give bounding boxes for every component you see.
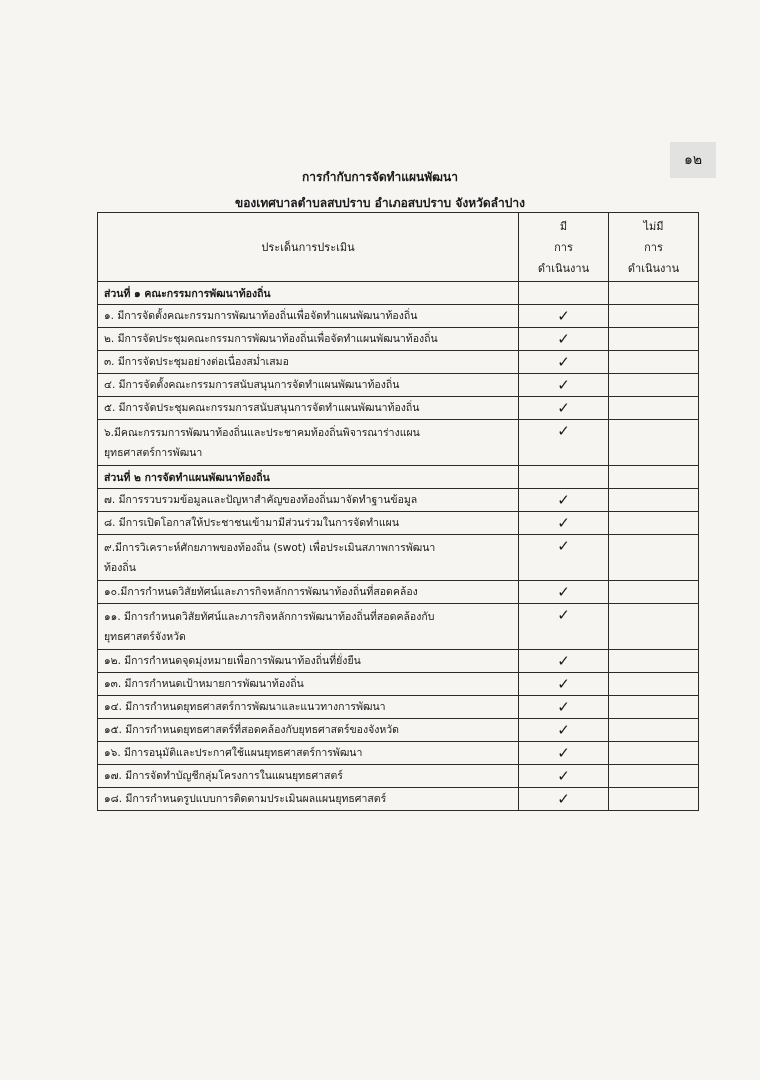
- checkmark-icon: ✓: [557, 790, 570, 808]
- checkmark-icon: ✓: [557, 514, 570, 532]
- evaluation-item-text: ๑. มีการจัดตั้งคณะกรรมการพัฒนาท้องถิ่นเพื่อจัดทำแผนพัฒนาท้องถิ่น: [104, 310, 418, 322]
- evaluation-item-text-cont: ยุทธศาสตร์การพัฒนา: [104, 446, 203, 459]
- evaluation-item: [98, 328, 519, 351]
- not-done-cell: [609, 328, 699, 351]
- table-row: [98, 719, 699, 742]
- table-row: [98, 489, 699, 512]
- evaluation-item: [98, 673, 519, 696]
- done-cell: [519, 581, 609, 604]
- section-title: ส่วนที่ ๒ การจัดทำแผนพัฒนาท้องถิ่น: [98, 466, 519, 489]
- done-cell: [519, 719, 609, 742]
- not-done-cell: [609, 673, 699, 696]
- table-row: [98, 328, 699, 351]
- done-cell: [519, 512, 609, 535]
- evaluation-item: [98, 604, 519, 650]
- evaluation-table: [97, 212, 699, 811]
- checkmark-icon: ✓: [557, 353, 570, 371]
- checkmark-icon: ✓: [557, 376, 570, 394]
- evaluation-item-text: ๑๘. มีการกำหนดรูปแบบการติดตามประเมินผลแผนยุทธศาสตร์: [104, 793, 387, 805]
- not-done-cell: [609, 512, 699, 535]
- checkmark-icon: ✓: [557, 422, 570, 440]
- not-done-cell: [609, 742, 699, 765]
- not-done-cell: [609, 719, 699, 742]
- checkmark-icon: ✓: [557, 675, 570, 693]
- header-done-line1: มี: [559, 219, 568, 233]
- table-row: [98, 650, 699, 673]
- evaluation-item: [98, 650, 519, 673]
- done-cell: [519, 397, 609, 420]
- done-cell: [519, 765, 609, 788]
- done-cell: [519, 351, 609, 374]
- header-done-line3: ดำเนินงาน: [537, 261, 590, 275]
- not-done-cell: [609, 696, 699, 719]
- header-not-done-line2: การ: [644, 240, 663, 254]
- checkmark-icon: ✓: [557, 652, 570, 670]
- document-subtitle: ของเทศบาลตำบลสบปราบ อำเภอสบปราบ จังหวัดลำปาง: [235, 196, 525, 210]
- evaluation-item-text-cont: ท้องถิ่น: [104, 561, 136, 574]
- not-done-cell: [609, 650, 699, 673]
- table-row: [98, 351, 699, 374]
- evaluation-item: [98, 512, 519, 535]
- not-done-cell: [609, 581, 699, 604]
- checkmark-icon: ✓: [557, 744, 570, 762]
- header-not-done-line3: ดำเนินงาน: [627, 261, 680, 275]
- evaluation-item-text-cont: ยุทธศาสตร์จังหวัด: [104, 630, 186, 643]
- evaluation-item: [98, 305, 519, 328]
- not-done-cell: [609, 765, 699, 788]
- checkmark-icon: ✓: [557, 537, 570, 555]
- not-done-cell: [609, 788, 699, 811]
- done-cell: [519, 788, 609, 811]
- evaluation-item: [98, 581, 519, 604]
- done-cell: [519, 489, 609, 512]
- evaluation-item-text: ๗. มีการรวบรวมข้อมูลและปัญหาสำคัญของท้องถิ่นมาจัดทำฐานข้อมูล: [104, 494, 418, 506]
- evaluation-item-text: ๑๒. มีการกำหนดจุดมุ่งหมายเพื่อการพัฒนาท้องถิ่นที่ยั่งยืน: [104, 655, 361, 667]
- evaluation-item: [98, 788, 519, 811]
- checkmark-icon: ✓: [557, 606, 570, 624]
- done-cell: [519, 673, 609, 696]
- done-cell: [519, 696, 609, 719]
- evaluation-item-text: ๖.มีคณะกรรมการพัฒนาท้องถิ่นและประชาคมท้องถิ่นพิจารณาร่างแผน: [104, 426, 420, 439]
- header-not-done-line1: ไม่มี: [643, 219, 664, 233]
- evaluation-item-text: ๙.มีการวิเคราะห์ศักยภาพของท้องถิ่น (swot) เพื่อประเมินสภาพการพัฒนา: [104, 541, 436, 554]
- not-done-cell: [609, 374, 699, 397]
- table-row: [98, 535, 699, 581]
- header-item: ประเด็นการประเมิน: [98, 213, 519, 282]
- not-done-cell: [609, 489, 699, 512]
- header-not-done: [609, 213, 699, 282]
- evaluation-item-text: ๒. มีการจัดประชุมคณะกรรมการพัฒนาท้องถิ่นเพื่อจัดทำแผนพัฒนาท้องถิ่น: [104, 333, 438, 345]
- evaluation-item-text: ๕. มีการจัดประชุมคณะกรรมการสนับสนุนการจัดทำแผนพัฒนาท้องถิ่น: [104, 402, 420, 414]
- evaluation-item: [98, 489, 519, 512]
- table-row: [98, 604, 699, 650]
- table-row: [98, 673, 699, 696]
- done-cell: [519, 328, 609, 351]
- checkmark-icon: ✓: [557, 399, 570, 417]
- section-row: [98, 282, 699, 305]
- section-empty-cell: [519, 466, 609, 489]
- evaluation-item-text: ๓. มีการจัดประชุมอย่างต่อเนื่องสม่ำเสมอ: [104, 356, 289, 368]
- table-row: [98, 788, 699, 811]
- evaluation-item-text: ๑๑. มีการกำหนดวิสัยทัศน์และภารกิจหลักการพัฒนาท้องถิ่นที่สอดคล้องกับ: [104, 610, 435, 623]
- evaluation-item-text: ๑๔. มีการกำหนดยุทธศาสตร์การพัฒนาและแนวทางการพัฒนา: [104, 701, 386, 713]
- evaluation-item-text: ๑๓. มีการกำหนดเป้าหมายการพัฒนาท้องถิ่น: [104, 678, 304, 690]
- checkmark-icon: ✓: [557, 721, 570, 739]
- evaluation-item-text: ๑๖. มีการอนุมัติและประกาศใช้แผนยุทธศาสตร์การพัฒนา: [104, 747, 363, 759]
- table-row: [98, 397, 699, 420]
- not-done-cell: [609, 535, 699, 581]
- checkmark-icon: ✓: [557, 767, 570, 785]
- evaluation-item-text: ๔. มีการจัดตั้งคณะกรรมการสนับสนุนการจัดทำแผนพัฒนาท้องถิ่น: [104, 379, 400, 391]
- evaluation-item: [98, 420, 519, 466]
- checkmark-icon: ✓: [557, 307, 570, 325]
- not-done-cell: [609, 351, 699, 374]
- header-done-line2: การ: [554, 240, 573, 254]
- not-done-cell: [609, 305, 699, 328]
- done-cell: [519, 535, 609, 581]
- evaluation-item-text: ๘. มีการเปิดโอกาสให้ประชาชนเข้ามามีส่วนร่วมในการจัดทำแผน: [104, 517, 400, 529]
- table-row: [98, 305, 699, 328]
- table-row: [98, 765, 699, 788]
- table-row: [98, 420, 699, 466]
- checkmark-icon: ✓: [557, 583, 570, 601]
- evaluation-item: [98, 397, 519, 420]
- evaluation-item: [98, 535, 519, 581]
- done-cell: [519, 650, 609, 673]
- evaluation-item: [98, 719, 519, 742]
- table-row: [98, 742, 699, 765]
- table-header-row: [98, 213, 699, 282]
- section-empty-cell: [519, 282, 609, 305]
- done-cell: [519, 604, 609, 650]
- table-row: [98, 696, 699, 719]
- checkmark-icon: ✓: [557, 698, 570, 716]
- table-row: [98, 581, 699, 604]
- evaluation-item: [98, 696, 519, 719]
- evaluation-item-text: ๑๗. มีการจัดทำบัญชีกลุ่มโครงการในแผนยุทธศาสตร์: [104, 770, 343, 782]
- document-title: การกำกับการจัดทำแผนพัฒนา: [302, 170, 458, 184]
- table-row: [98, 512, 699, 535]
- evaluation-item: [98, 374, 519, 397]
- evaluation-item: [98, 351, 519, 374]
- done-cell: [519, 420, 609, 466]
- done-cell: [519, 305, 609, 328]
- section-empty-cell: [609, 466, 699, 489]
- page-number: ๑๒: [670, 142, 716, 178]
- not-done-cell: [609, 420, 699, 466]
- section-row: [98, 466, 699, 489]
- checkmark-icon: ✓: [557, 491, 570, 509]
- done-cell: [519, 374, 609, 397]
- not-done-cell: [609, 604, 699, 650]
- section-empty-cell: [609, 282, 699, 305]
- evaluation-item-text: ๑๕. มีการกำหนดยุทธศาสตร์ที่สอดคล้องกับยุทธศาสตร์ของจังหวัด: [104, 724, 399, 736]
- evaluation-item: [98, 765, 519, 788]
- table-row: [98, 374, 699, 397]
- evaluation-item-text: ๑๐.มีการกำหนดวิสัยทัศน์และภารกิจหลักการพัฒนาท้องถิ่นที่สอดคล้อง: [104, 586, 418, 598]
- section-title: ส่วนที่ ๑ คณะกรรมการพัฒนาท้องถิ่น: [98, 282, 519, 305]
- done-cell: [519, 742, 609, 765]
- header-done: [519, 213, 609, 282]
- evaluation-item: [98, 742, 519, 765]
- checkmark-icon: ✓: [557, 330, 570, 348]
- not-done-cell: [609, 397, 699, 420]
